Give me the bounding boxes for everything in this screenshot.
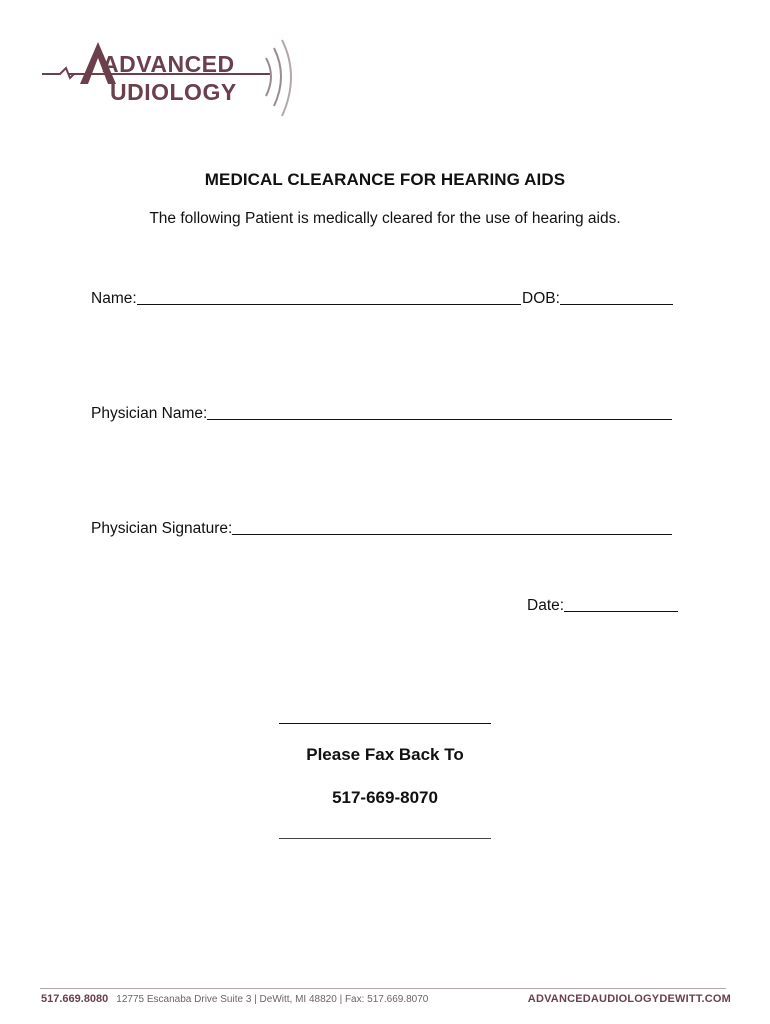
document-subtitle: The following Patient is medically cleared for the use of hearing aids. xyxy=(149,210,621,227)
document-title: MEDICAL CLEARANCE FOR HEARING AIDS xyxy=(204,170,566,189)
physician-signature-line[interactable] xyxy=(232,518,672,535)
fax-label: Please Fax Back To xyxy=(306,745,464,764)
fax-divider-bottom xyxy=(279,838,491,839)
date-line[interactable] xyxy=(564,595,678,612)
date-label: Date: xyxy=(527,597,565,614)
name-label: Name: xyxy=(91,290,137,307)
physician-name-field xyxy=(91,403,672,423)
name-field xyxy=(91,288,521,308)
dob-line[interactable] xyxy=(560,288,673,305)
dob-field xyxy=(522,288,673,308)
date-field xyxy=(527,595,678,615)
name-line[interactable] xyxy=(137,288,521,305)
physician-name-label: Physician Name: xyxy=(91,405,208,422)
physician-signature-field xyxy=(91,518,672,538)
fax-divider-top xyxy=(279,723,491,724)
physician-signature-label: Physician Signature: xyxy=(91,520,233,537)
footer-divider xyxy=(40,988,726,989)
logo-line1: ADVANCED xyxy=(102,51,235,77)
physician-name-line[interactable] xyxy=(207,403,672,420)
logo-line2: UDIOLOGY xyxy=(110,79,237,105)
footer-website: ADVANCEDAUDIOLOGYDEWITT.COM xyxy=(527,993,731,1005)
fax-number: 517-669-8070 xyxy=(332,788,438,807)
footer-phone: 517.669.8080 xyxy=(41,993,109,1005)
dob-label: DOB: xyxy=(522,290,560,307)
footer-address: 12775 Escanaba Drive Suite 3 | DeWitt, MI 48820 | Fax: 517.669.8070 xyxy=(116,994,429,1005)
advanced-audiology-logo xyxy=(40,34,304,124)
footer xyxy=(41,993,731,1005)
